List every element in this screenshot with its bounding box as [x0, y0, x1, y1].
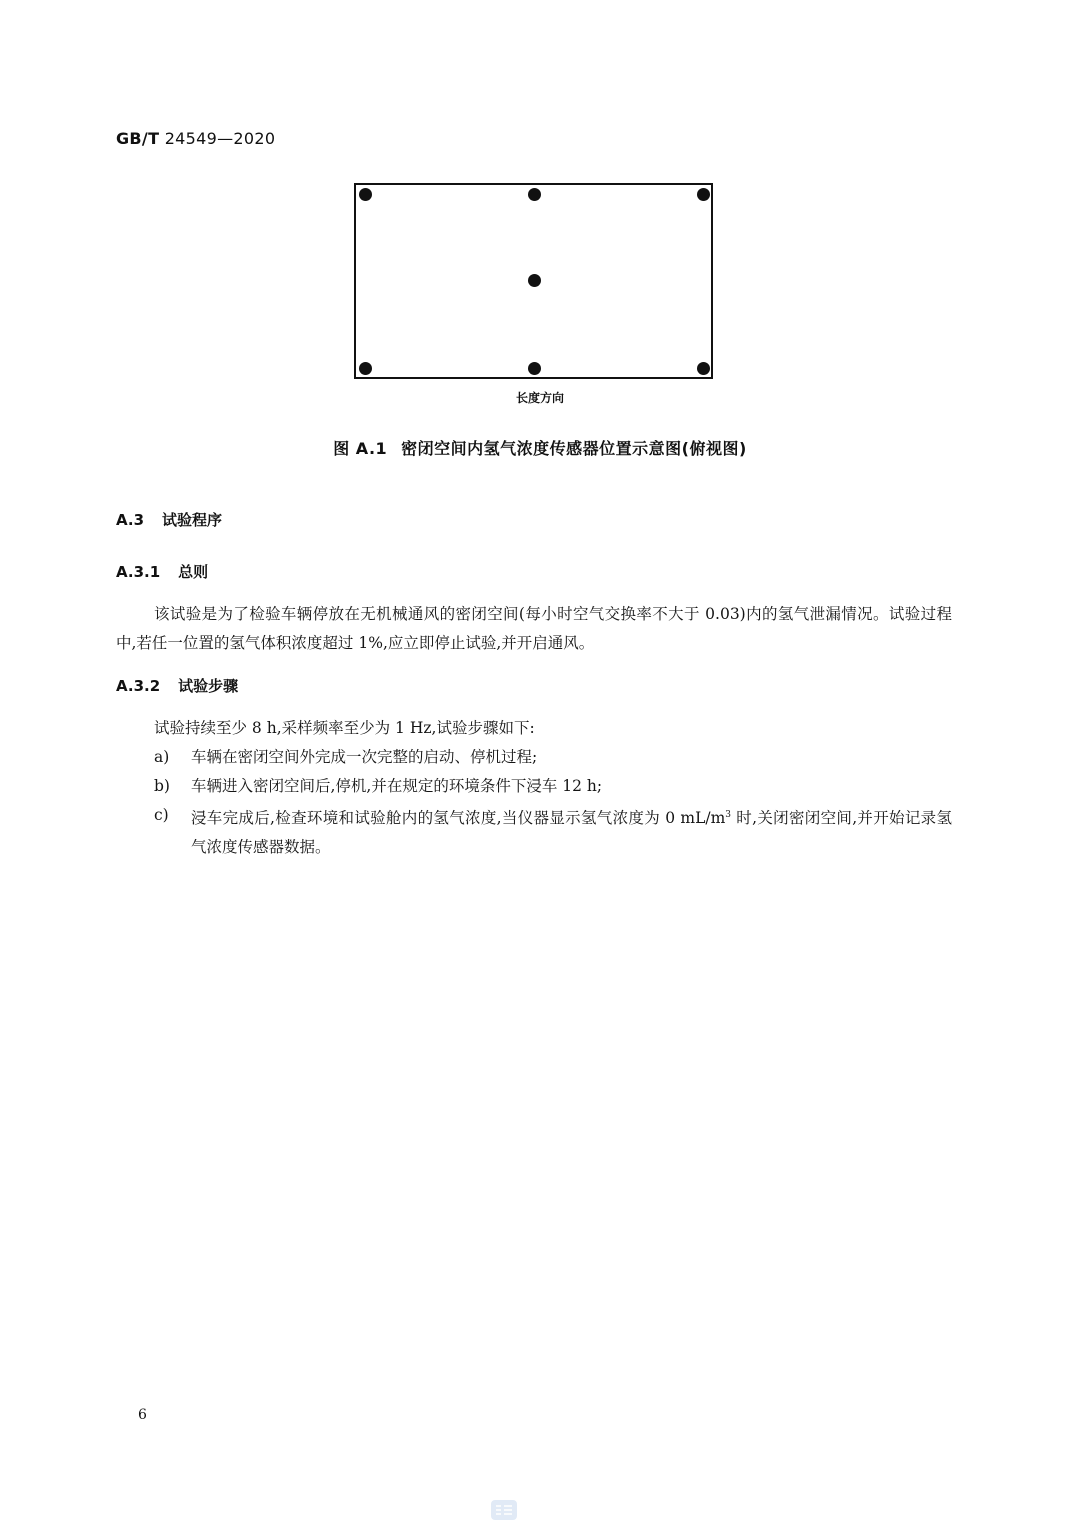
list-marker: c) — [154, 806, 169, 824]
sensor-dot — [528, 362, 541, 375]
list-text: 车辆在密闭空间外完成一次完整的启动、停机过程; — [191, 748, 538, 766]
standard-code — [116, 128, 275, 150]
list-marker: b) — [154, 777, 170, 795]
length-direction-label: 长度方向 — [515, 391, 564, 405]
section-number: A.3.2 — [116, 677, 161, 695]
sensor-dot — [697, 362, 710, 375]
superscript: 3 — [725, 810, 732, 820]
list-item — [154, 801, 952, 862]
procedure-intro: 试验持续至少 8 h,采样频率至少为 1 Hz,试验步骤如下: — [154, 719, 535, 737]
enclosed-space-diagram — [354, 183, 713, 379]
section-heading-a32 — [116, 676, 238, 696]
watermark-logo-icon — [489, 1497, 519, 1523]
standard-number: 24549—2020 — [164, 129, 276, 148]
figure-number: 图 A.1 — [333, 439, 388, 458]
section-heading-a3 — [116, 510, 222, 530]
sensor-dot — [528, 188, 541, 201]
list-item — [154, 743, 952, 772]
sensor-dot — [359, 188, 372, 201]
list-text-part: 时,关闭密闭空间,并开始记录氢气浓度传感器数据。 — [191, 809, 952, 857]
list-marker: a) — [154, 748, 170, 766]
figure-caption — [200, 438, 880, 460]
section-number: A.3.1 — [116, 563, 161, 581]
standard-prefix: GB/T — [116, 129, 160, 148]
sensor-dot — [359, 362, 372, 375]
section-title: 试验步骤 — [178, 677, 239, 695]
general-paragraph: 该试验是为了检验车辆停放在无机械通风的密闭空间(每小时空气交换率不大于 0.03)内的氢气泄漏情况。试验过程中,若任一位置的氢气体积浓度超过 1%,应立即停止试验,并开启通风。 — [116, 605, 952, 652]
section-title: 总则 — [178, 563, 209, 581]
section-number: A.3 — [116, 511, 145, 529]
list-text — [191, 801, 952, 862]
section-heading-a31 — [116, 562, 208, 582]
section-title: 试验程序 — [162, 511, 223, 529]
list-item — [154, 772, 952, 801]
figure-title: 密闭空间内氢气浓度传感器位置示意图(俯视图) — [401, 439, 747, 458]
page-number: 6 — [138, 1407, 147, 1423]
sensor-dot — [528, 274, 541, 287]
list-text-part: 浸车完成后,检查环境和试验舱内的氢气浓度,当仪器显示氢气浓度为 0 mL/m — [191, 809, 726, 828]
sensor-dot — [697, 188, 710, 201]
list-text: 车辆进入密闭空间后,停机,并在规定的环境条件下浸车 12 h; — [191, 777, 603, 795]
